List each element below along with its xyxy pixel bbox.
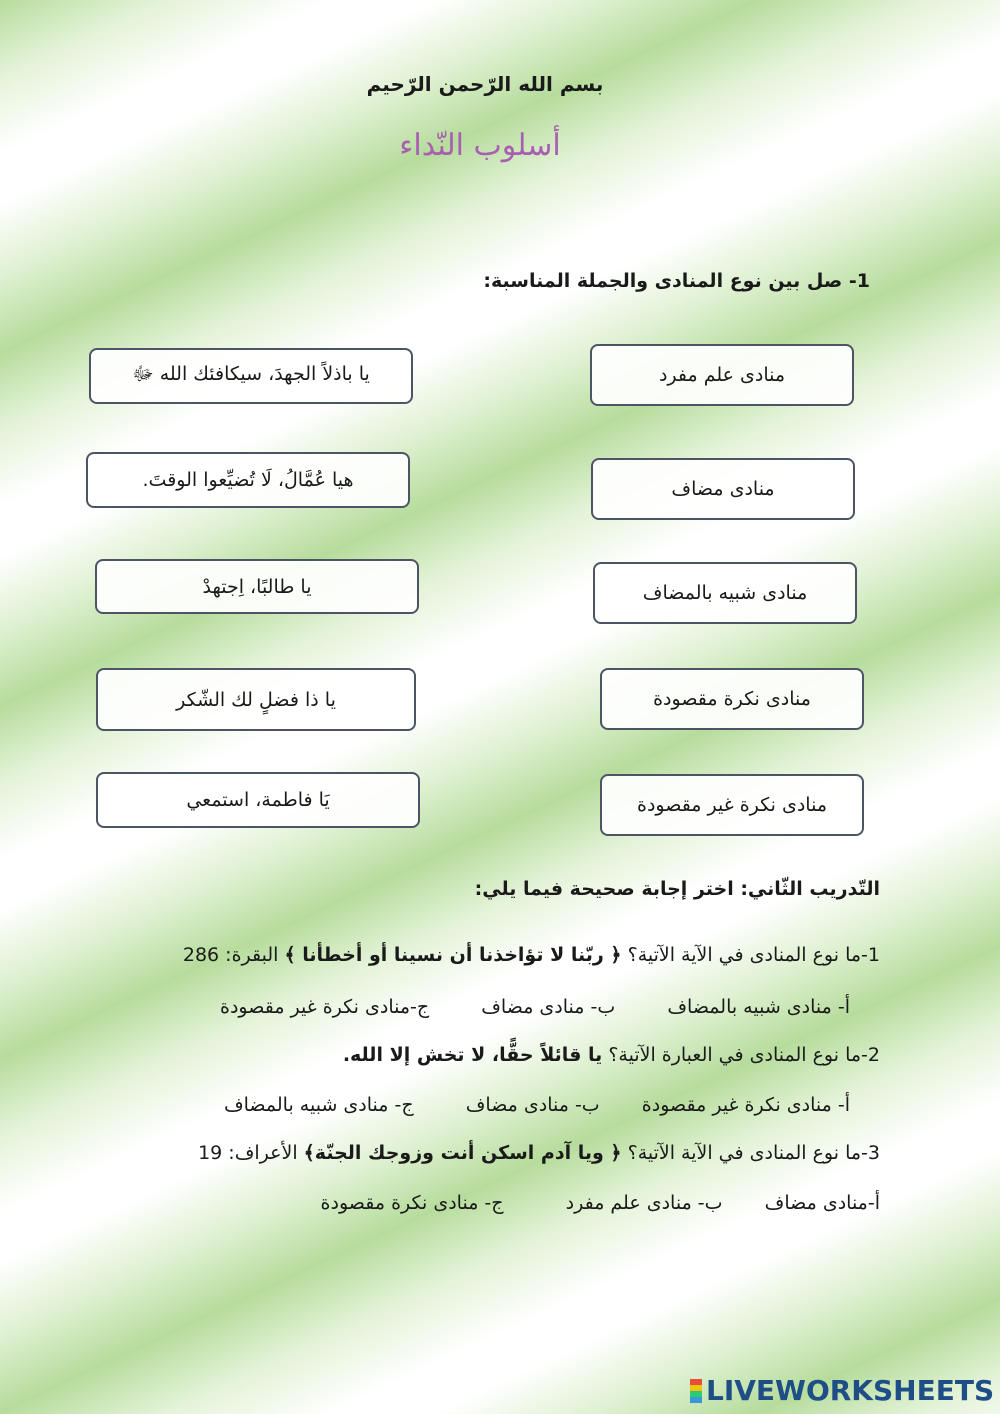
sentence-box-2[interactable] [86,452,410,508]
question-lead: 2-ما نوع المنادى في العبارة الآتية؟ [608,1044,880,1066]
type-label: منادى نكرة غير مقصودة [636,794,828,816]
type-label: منادى نكرة مقصودة [653,688,811,710]
type-box-3[interactable] [593,562,857,624]
option-a[interactable]: أ-منادى مضاف [764,1192,880,1214]
question-2-options [224,1094,850,1116]
quote-text: يا قائلاً حقًّا، لا تخش إلا الله. [342,1044,603,1066]
option-a[interactable]: أ- منادى نكرة غير مقصودة [641,1094,850,1116]
logo-icon [690,1379,702,1403]
sentence-box-1[interactable] [89,348,413,404]
type-label: منادى شبيه بالمضاف [642,582,808,604]
surah-reference: الأعراف: 19 [198,1142,298,1164]
type-label: منادى علم مفرد [658,364,786,386]
question-1-options [220,996,850,1018]
quran-quote: ﴿ ويا آدم اسكن أنت وزوجك الجنّة﴾ [303,1142,622,1164]
question-lead: 1-ما نوع المنادى في الآية الآتية؟ [627,944,880,966]
lesson-title: أسلوب النّداء [399,128,561,163]
sentence-label: يَا فاطمة، استمعي [186,789,330,811]
type-box-2[interactable] [591,458,855,520]
basmala-heading: بسم الله الرّحمن الرّحيم [366,72,604,96]
question-3 [198,1142,880,1164]
sentence-label: يا طالبًا، اِجتهدْ [202,575,312,598]
exercise2-title: التّدريب الثّاني: اختر إجابة صحيحة فيما يلي: [474,878,880,900]
question-1 [183,944,880,966]
question-3-options [321,1192,880,1214]
option-c[interactable]: ج- منادى شبيه بالمضاف [223,1094,414,1116]
surah-reference: البقرة: 286 [182,944,279,966]
question-2 [343,1044,880,1066]
sentence-label: هيا عُمَّالُ، لَا تُضيِّعوا الوقتَ. [142,469,354,491]
logo-text: LIVEWORKSHEETS [706,1374,995,1407]
option-c[interactable]: ج- منادى نكرة مقصودة [320,1192,504,1214]
type-box-4[interactable] [600,668,864,730]
option-b[interactable]: ب- منادى مضاف [465,1094,600,1116]
type-box-1[interactable] [590,344,854,406]
sentence-box-4[interactable] [96,668,416,731]
sentence-label: يا باذلاً الجهدَ، سيكافئك الله ﷻ [132,363,370,385]
exercise1-prompt: 1- صل بين نوع المنادى والجملة المناسبة: [483,270,870,292]
type-label: منادى مضاف [671,478,775,500]
option-b[interactable]: ب- منادى علم مفرد [565,1192,723,1214]
option-c[interactable]: ج-منادى نكرة غير مقصودة [220,996,430,1018]
type-box-5[interactable] [600,774,864,836]
sentence-box-5[interactable] [96,772,420,828]
sentence-label: يا ذا فضلٍ لك الشّكر [176,688,336,711]
liveworksheets-logo [690,1374,994,1407]
option-b[interactable]: ب- منادى مضاف [481,996,616,1018]
sentence-box-3[interactable] [95,559,419,614]
quran-quote: ﴿ ربّنا لا تؤاخذنا أن نسينا أو أخطأنا ﴾ [284,944,622,966]
option-a[interactable]: أ- منادى شبيه بالمضاف [667,996,850,1018]
question-lead: 3-ما نوع المنادى في الآية الآتية؟ [627,1142,880,1164]
